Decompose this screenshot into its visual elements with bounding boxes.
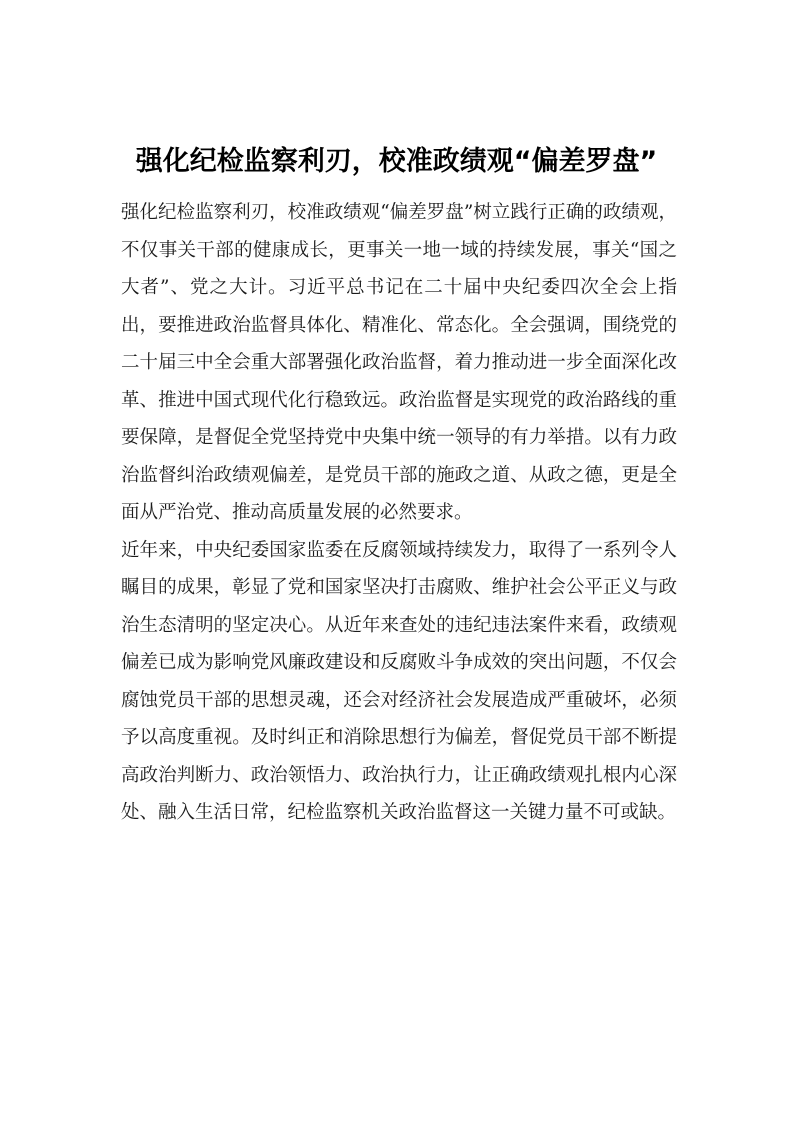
paragraph-1: 强化纪检监察利刃，校准政绩观“偏差罗盘”树立践行正确的政绩观，不仅事关干部的健康成长，更事关一地一域的持续发展，事关“国之大者”、党之大计。习近平总书记在二十届中央纪委四次全会上指出，要推进政治监督具体化、精准化、常态化。全会强调，围绕党的二十届三中全会重大部署强化政治监督，着力推动进一步全面深化改革、推进中国式现代化行稳致远。政治监督是实现党的政治路线的重要保障，是督促全党坚持党中央集中统一领导的有力举措。以有力政治监督纠治政绩观偏差，是党员干部的施政之道、从政之德，更是全面从严治党、推动高质量发展的必然要求。 — [121, 202, 677, 523]
document-body — [121, 194, 677, 832]
paragraph-2: 近年来，中央纪委国家监委在反腐领域持续发力，取得了一系列令人瞩目的成果，彰显了党和国家坚决打击腐败、维护社会公平正义与政治生态清明的坚定决心。从近年来查处的违纪违法案件来看，政绩观偏差已成为影响党风廉政建设和反腐败斗争成效的突出问题，不仅会腐蚀党员干部的思想灵魂，还会对经济社会发展造成严重破坏，必须予以高度重视。及时纠正和消除思想行为偏差，督促党员干部不断提高政治判断力、政治领悟力、政治执行力，让正确政绩观扎根内心深处、融入生活日常，纪检监察机关政治监督这一关键力量不可或缺。 — [121, 539, 677, 823]
document-title: 强化纪检监察利刃，校准政绩观“偏差罗盘” — [135, 146, 658, 178]
